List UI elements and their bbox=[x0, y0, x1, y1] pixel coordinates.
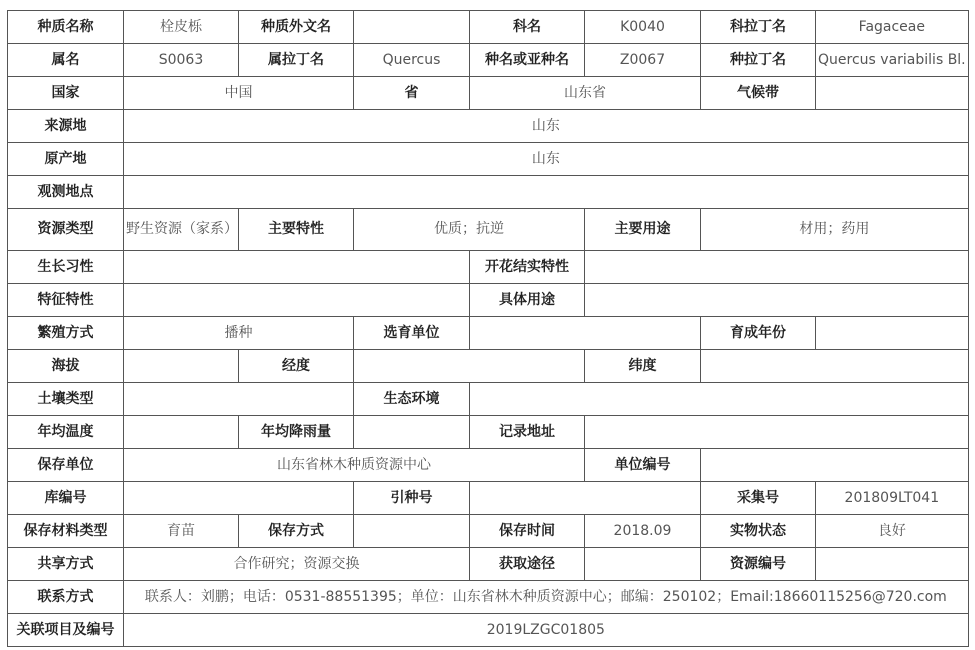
soil-type-value bbox=[124, 383, 354, 416]
table-row bbox=[8, 110, 969, 143]
introduction-number-value bbox=[470, 482, 701, 515]
annual-temp-label: 年均温度 bbox=[8, 416, 124, 449]
family-name-label: 科名 bbox=[470, 11, 585, 44]
annual-temp-value bbox=[124, 416, 239, 449]
main-traits-label: 主要特性 bbox=[239, 209, 354, 251]
resource-number-label: 资源编号 bbox=[701, 548, 816, 581]
resource-type-label: 资源类型 bbox=[8, 209, 124, 251]
observation-site-label: 观测地点 bbox=[8, 176, 124, 209]
germplasm-info-table bbox=[7, 10, 969, 647]
related-project-label: 关联项目及编号 bbox=[8, 614, 124, 647]
table-row bbox=[8, 11, 969, 44]
table-row bbox=[8, 251, 969, 284]
country-value: 中国 bbox=[124, 77, 354, 110]
table-row bbox=[8, 44, 969, 77]
species-latin-label: 种拉丁名 bbox=[701, 44, 816, 77]
acquisition-route-value bbox=[585, 548, 701, 581]
family-latin-label: 科拉丁名 bbox=[701, 11, 816, 44]
storage-material-type-value: 育苗 bbox=[124, 515, 239, 548]
climate-zone-value bbox=[816, 77, 969, 110]
resource-type-value: 野生资源（家系） bbox=[124, 209, 239, 251]
unit-number-value bbox=[701, 449, 969, 482]
source-place-value: 山东 bbox=[124, 110, 969, 143]
table-row bbox=[8, 515, 969, 548]
contact-label: 联系方式 bbox=[8, 581, 124, 614]
storage-time-value: 2018.09 bbox=[585, 515, 701, 548]
table-row bbox=[8, 482, 969, 515]
province-label: 省 bbox=[354, 77, 470, 110]
physical-status-value: 良好 bbox=[816, 515, 969, 548]
origin-place-label: 原产地 bbox=[8, 143, 124, 176]
species-name-value: Z0067 bbox=[585, 44, 701, 77]
resource-number-value bbox=[816, 548, 969, 581]
main-traits-value: 优质；抗逆 bbox=[354, 209, 585, 251]
observation-site-value bbox=[124, 176, 969, 209]
storage-time-label: 保存时间 bbox=[470, 515, 585, 548]
flowering-fruiting-value bbox=[585, 251, 969, 284]
growth-habit-value bbox=[124, 251, 470, 284]
ecological-env-value bbox=[470, 383, 969, 416]
longitude-label: 经度 bbox=[239, 350, 354, 383]
breeding-year-label: 育成年份 bbox=[701, 317, 816, 350]
related-project-value: 2019LZGC01805 bbox=[124, 614, 969, 647]
table-row bbox=[8, 350, 969, 383]
table-row bbox=[8, 209, 969, 251]
latitude-label: 纬度 bbox=[585, 350, 701, 383]
germplasm-foreign-name-label: 种质外文名 bbox=[239, 11, 354, 44]
soil-type-label: 土壤类型 bbox=[8, 383, 124, 416]
family-name-value: K0040 bbox=[585, 11, 701, 44]
main-uses-value: 材用；药用 bbox=[701, 209, 969, 251]
characteristic-traits-value bbox=[124, 284, 470, 317]
storage-material-type-label: 保存材料类型 bbox=[8, 515, 124, 548]
sharing-method-value: 合作研究；资源交换 bbox=[124, 548, 470, 581]
specific-use-value bbox=[585, 284, 969, 317]
table-row bbox=[8, 581, 969, 614]
library-number-label: 库编号 bbox=[8, 482, 124, 515]
sharing-method-label: 共享方式 bbox=[8, 548, 124, 581]
source-place-label: 来源地 bbox=[8, 110, 124, 143]
unit-number-label: 单位编号 bbox=[585, 449, 701, 482]
genus-name-value: S0063 bbox=[124, 44, 239, 77]
storage-unit-label: 保存单位 bbox=[8, 449, 124, 482]
storage-method-label: 保存方式 bbox=[239, 515, 354, 548]
table-row bbox=[8, 284, 969, 317]
climate-zone-label: 气候带 bbox=[701, 77, 816, 110]
storage-unit-value: 山东省林木种质资源中心 bbox=[124, 449, 585, 482]
altitude-label: 海拔 bbox=[8, 350, 124, 383]
characteristic-traits-label: 特征特性 bbox=[8, 284, 124, 317]
province-value: 山东省 bbox=[470, 77, 701, 110]
propagation-label: 繁殖方式 bbox=[8, 317, 124, 350]
table-row bbox=[8, 77, 969, 110]
physical-status-label: 实物状态 bbox=[701, 515, 816, 548]
germplasm-name-label: 种质名称 bbox=[8, 11, 124, 44]
main-uses-label: 主要用途 bbox=[585, 209, 701, 251]
genus-name-label: 属名 bbox=[8, 44, 124, 77]
table-row bbox=[8, 383, 969, 416]
storage-method-value bbox=[354, 515, 470, 548]
country-label: 国家 bbox=[8, 77, 124, 110]
altitude-value bbox=[124, 350, 239, 383]
germplasm-name-value: 栓皮栎 bbox=[124, 11, 239, 44]
genus-latin-value: Quercus bbox=[354, 44, 470, 77]
species-latin-value: Quercus variabilis Bl. bbox=[816, 44, 969, 77]
growth-habit-label: 生长习性 bbox=[8, 251, 124, 284]
table-row bbox=[8, 416, 969, 449]
table-row bbox=[8, 143, 969, 176]
introduction-number-label: 引种号 bbox=[354, 482, 470, 515]
specific-use-label: 具体用途 bbox=[470, 284, 585, 317]
origin-place-value: 山东 bbox=[124, 143, 969, 176]
collection-number-value: 201809LT041 bbox=[816, 482, 969, 515]
collection-number-label: 采集号 bbox=[701, 482, 816, 515]
annual-rainfall-label: 年均降雨量 bbox=[239, 416, 354, 449]
ecological-env-label: 生态环境 bbox=[354, 383, 470, 416]
species-name-label: 种名或亚种名 bbox=[470, 44, 585, 77]
genus-latin-label: 属拉丁名 bbox=[239, 44, 354, 77]
table-row bbox=[8, 614, 969, 647]
latitude-value bbox=[701, 350, 969, 383]
flowering-fruiting-label: 开花结实特性 bbox=[470, 251, 585, 284]
table-row bbox=[8, 449, 969, 482]
table-row bbox=[8, 317, 969, 350]
acquisition-route-label: 获取途径 bbox=[470, 548, 585, 581]
annual-rainfall-value bbox=[354, 416, 470, 449]
longitude-value bbox=[354, 350, 585, 383]
breeding-unit-value bbox=[470, 317, 701, 350]
propagation-value: 播种 bbox=[124, 317, 354, 350]
contact-value: 联系人：刘鹏；电话：0531-88551395；单位：山东省林木种质资源中心；邮编：250102；Email:18660115256@720.com bbox=[124, 581, 969, 614]
table-row bbox=[8, 176, 969, 209]
table-row bbox=[8, 548, 969, 581]
record-address-label: 记录地址 bbox=[470, 416, 585, 449]
breeding-unit-label: 选育单位 bbox=[354, 317, 470, 350]
library-number-value bbox=[124, 482, 354, 515]
germplasm-foreign-name-value bbox=[354, 11, 470, 44]
breeding-year-value bbox=[816, 317, 969, 350]
record-address-value bbox=[585, 416, 969, 449]
family-latin-value: Fagaceae bbox=[816, 11, 969, 44]
